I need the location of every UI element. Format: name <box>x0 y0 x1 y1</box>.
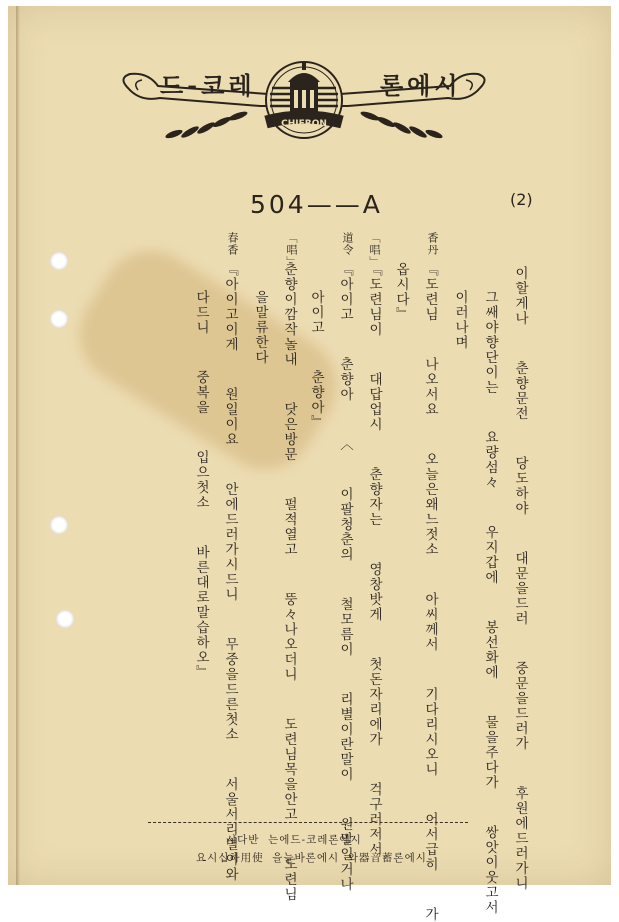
binder-hole-3 <box>50 516 68 534</box>
text-column-4: 『도련님 나오서요 오늘은왜느젓소 아씨께서 기다리시오니 어서급히 가 <box>422 262 438 922</box>
text-column-3: 이러나며 <box>452 290 468 350</box>
role-narration-2: 「唱」 <box>285 232 298 268</box>
page-fold <box>16 6 20 885</box>
text-column-1: 이할게나 춘향문전 당도하야 대문을드러 중문을드러가 후원에드러가니 <box>512 266 528 891</box>
footer-line-1: 시다반 는에드-코레론에시 <box>226 834 362 846</box>
record-number: 504——A <box>250 190 383 219</box>
logo-text: CHIERON <box>281 119 327 129</box>
role-hyangdan: 香丹 <box>426 232 439 256</box>
binder-hole-2 <box>50 310 68 328</box>
text-column-11: 『아이고이게 원일이요 안에드러가시드니 무중을드른첫소 서울서리별이와 <box>222 262 238 882</box>
brand-title-right: 론에시 <box>380 72 462 100</box>
footer-divider <box>148 822 468 823</box>
page-number: (2) <box>510 190 533 209</box>
role-narration-1: 「唱」 <box>368 232 381 268</box>
text-column-2: 그쌔야향단이는 요량섬々 우지갑에 봉선화에 물을주다가 쌍앗이웃고서 <box>482 290 498 915</box>
role-chunhyang: 春香 <box>226 232 239 256</box>
text-column-7: 『아이고 춘향아 〈 이팔청춘의 철모름이 리별이란말이 원말일거나 <box>337 262 353 892</box>
binder-hole-1 <box>50 252 68 270</box>
text-column-6: 『도련님이 대답업시 춘향자는 영창밧게 첫돈자리에가 걱구러저서 <box>366 262 382 857</box>
text-column-10: 을말류한다 <box>252 290 268 365</box>
footer-line-2: 요시십하用使 을늘바론에시 와器音蓄론에시 <box>196 852 427 864</box>
binder-hole-4 <box>56 610 74 628</box>
text-column-5: 옵시다』 <box>393 262 409 322</box>
text-column-12: 다드니 중복을 입으첫소 바른대로말습하오』 <box>193 290 209 680</box>
role-doryeong: 道令 <box>341 232 354 256</box>
brand-title-left: 드-코레 <box>160 72 256 100</box>
text-column-8: 아이고 춘향아』 <box>308 290 324 430</box>
text-column-9: 춘향이깜작놀내 닷은방문 펄적열고 뚱々나오더니 도련님목을안고 도련님 <box>281 262 297 902</box>
